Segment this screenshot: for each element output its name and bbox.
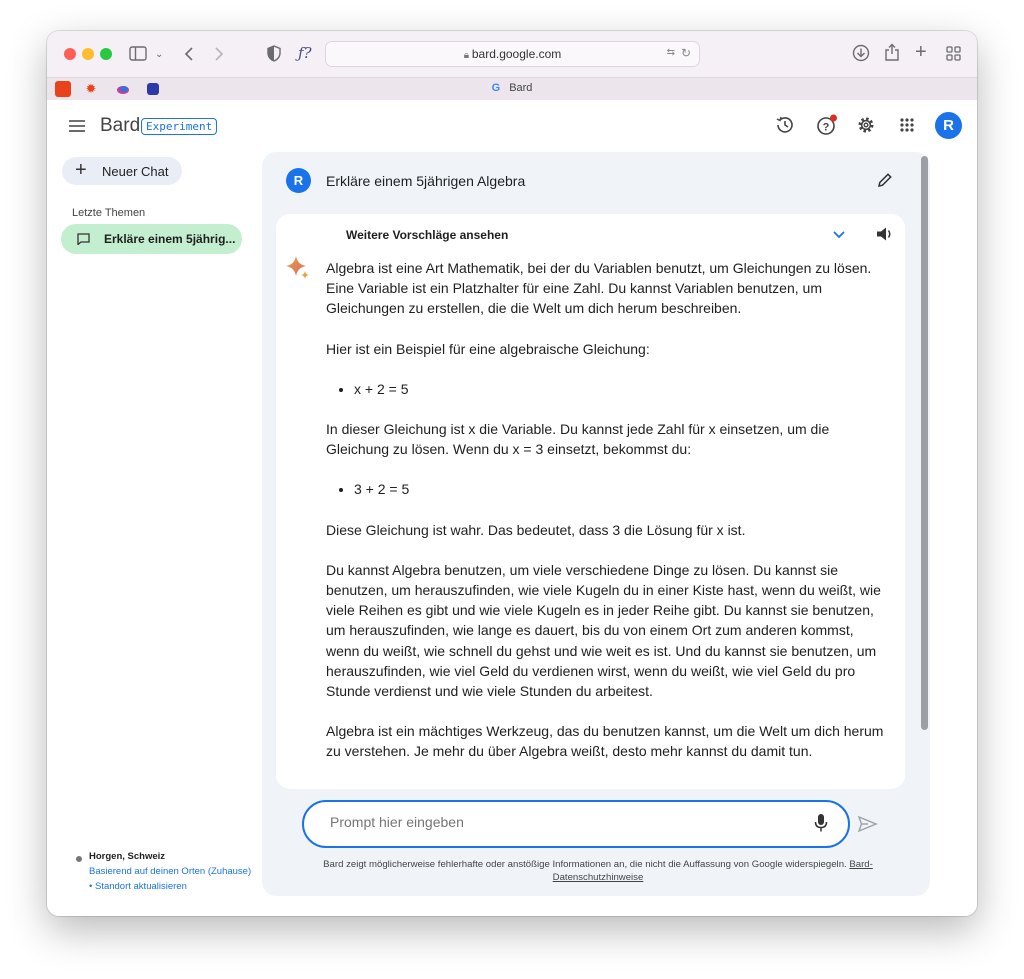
share-icon[interactable] bbox=[884, 43, 900, 62]
experiment-badge: Experiment bbox=[141, 118, 217, 135]
location-dot-icon bbox=[76, 856, 82, 862]
response-paragraph: Algebra ist eine Art Mathematik, bei der du Variablen benutzt, um Gleichungen zu lösen. Eine Variable ist ein Platzhalter für eine Zahl. Du kannst Variablen benutzen, um Gleichungen zu erstellen, die die Welt um dich herum beschreiben. bbox=[326, 260, 872, 317]
help-icon[interactable] bbox=[816, 114, 838, 136]
response-list bbox=[326, 379, 886, 399]
response-paragraph: Du kannst Algebra benutzen, um viele verschiedene Dinge zu lösen. Du kannst sie benutzen, um herauszufinden, wie viele Kugeln du in einer Kiste hast, wenn du weißt, wie viele Reihen es gibt und wie viele Kugeln es in jeder Reihe gibt. Du kannst sie benutzen, um herauszufinden, wie lange es dauert, bis du von einem Ort zum anderen kommst, wenn du weißt, wie schnell du gehst und wie weit es ist. Und du kannst sie benutzen, um herauszufinden, wie viel Geld du verdienen wirst, wenn du weißt, wie viel Geld du pro Stunde verdienst und wie viele Stunden du arbeitest. bbox=[326, 561, 881, 700]
chat-bubble-icon bbox=[77, 233, 90, 245]
minimize-window-button[interactable] bbox=[82, 48, 94, 60]
chevron-down-icon[interactable]: ⌄ bbox=[155, 49, 164, 60]
settings-gear-icon[interactable] bbox=[857, 116, 875, 134]
user-avatar: R bbox=[286, 168, 311, 193]
location-place: Horgen, Schweiz bbox=[89, 851, 166, 862]
address-bar[interactable] bbox=[325, 41, 700, 67]
app-title: Bard bbox=[100, 115, 141, 136]
response-text bbox=[326, 258, 886, 762]
url-text: 🔒︎ bard.google.com bbox=[463, 47, 562, 61]
view-drafts-label[interactable]: Weitere Vorschläge ansehen bbox=[346, 228, 509, 242]
prompt-input-box[interactable] bbox=[302, 800, 850, 848]
response-paragraph: In dieser Gleichung ist x die Variable. Du kannst jede Zahl für x einsetzen, um die Gleichung zu lösen. Wenn du x = 3 einsetzt, bekommst du: bbox=[326, 421, 830, 458]
lock-icon: 🔒︎ bbox=[463, 50, 472, 61]
reload-icon[interactable]: ↻ bbox=[680, 46, 691, 60]
shield-icon[interactable] bbox=[267, 45, 281, 62]
new-chat-label: Neuer Chat bbox=[102, 164, 169, 179]
tab-title: Bard bbox=[509, 82, 533, 94]
response-card bbox=[276, 214, 905, 789]
tab-bar bbox=[47, 77, 977, 101]
bard-sparkle-icon bbox=[286, 256, 310, 280]
recent-chat-item[interactable] bbox=[61, 224, 242, 254]
scrollbar[interactable] bbox=[921, 156, 928, 730]
update-location-label: Standort aktualisieren bbox=[94, 881, 187, 892]
new-chat-button[interactable] bbox=[62, 157, 182, 185]
response-list bbox=[326, 479, 886, 499]
bard-app bbox=[47, 100, 977, 916]
recent-heading: Letzte Themen bbox=[72, 207, 146, 219]
response-paragraph: Diese Gleichung ist wahr. Das bedeutet, dass 3 die Lösung für x ist. bbox=[326, 521, 746, 538]
list-item: • 3 + 2 = 5 bbox=[354, 479, 886, 499]
browser-window bbox=[47, 31, 977, 916]
response-paragraph: Hier ist ein Beispiel für eine algebraische Gleichung: bbox=[326, 340, 650, 357]
user-prompt bbox=[262, 152, 930, 210]
sidebar bbox=[47, 152, 262, 912]
new-tab-icon[interactable]: + bbox=[915, 41, 927, 63]
disclaimer-text: Bard zeigt möglicherweise fehlerhafte oder anstößige Informationen an, die nicht die Auffassung von Google widerspiegeln. bbox=[323, 859, 850, 870]
prompt-text: Erkläre einem 5jährigen Algebra bbox=[326, 173, 526, 189]
recent-chat-label: Erkläre einem 5jährig... bbox=[104, 232, 236, 246]
prompt-input[interactable] bbox=[328, 813, 792, 831]
browser-toolbar bbox=[47, 31, 977, 77]
zoom-window-button[interactable] bbox=[100, 48, 112, 60]
translate-icon[interactable]: ⇆ bbox=[666, 47, 675, 58]
google-icon: G bbox=[491, 82, 501, 94]
send-icon[interactable] bbox=[858, 815, 878, 833]
sidebar-toggle-icon[interactable] bbox=[129, 46, 147, 62]
location-basis-link[interactable]: Basierend auf deinen Orten (Zuhause) bbox=[89, 866, 252, 877]
list-item: • x + 2 = 5 bbox=[354, 379, 886, 399]
tab-bard[interactable] bbox=[47, 82, 977, 94]
back-icon[interactable] bbox=[183, 46, 195, 62]
menu-icon[interactable] bbox=[69, 120, 85, 132]
svg-text:?: ? bbox=[822, 121, 830, 134]
history-icon[interactable] bbox=[776, 116, 794, 134]
download-icon[interactable] bbox=[852, 44, 870, 62]
pinned-tab-2[interactable]: ✹ bbox=[85, 81, 97, 96]
chevron-down-icon[interactable] bbox=[832, 230, 846, 240]
update-location-link[interactable] bbox=[89, 881, 187, 892]
account-avatar[interactable]: R bbox=[935, 112, 962, 139]
forward-icon[interactable] bbox=[213, 46, 225, 62]
privacy-link[interactable]: Bard-Datenschutzhinweise bbox=[552, 859, 873, 883]
edit-pencil-icon[interactable] bbox=[877, 172, 893, 188]
close-window-button[interactable] bbox=[64, 48, 76, 60]
plus-icon: + bbox=[75, 159, 87, 181]
bullet-dot: • bbox=[89, 881, 95, 892]
apps-grid-icon[interactable] bbox=[900, 118, 914, 132]
speaker-icon[interactable] bbox=[876, 226, 894, 242]
disclaimer bbox=[288, 858, 908, 884]
chat-area bbox=[262, 152, 930, 896]
extension-icon[interactable]: ƒ? bbox=[298, 44, 312, 62]
tab-overview-icon[interactable] bbox=[946, 46, 961, 61]
microphone-icon[interactable] bbox=[814, 813, 828, 833]
response-paragraph: Algebra ist ein mächtiges Werkzeug, das du benutzen kannst, um die Welt um dich herum zu verstehen. Je mehr du über Algebra weißt, desto mehr kannst du damit tun. bbox=[326, 723, 884, 760]
